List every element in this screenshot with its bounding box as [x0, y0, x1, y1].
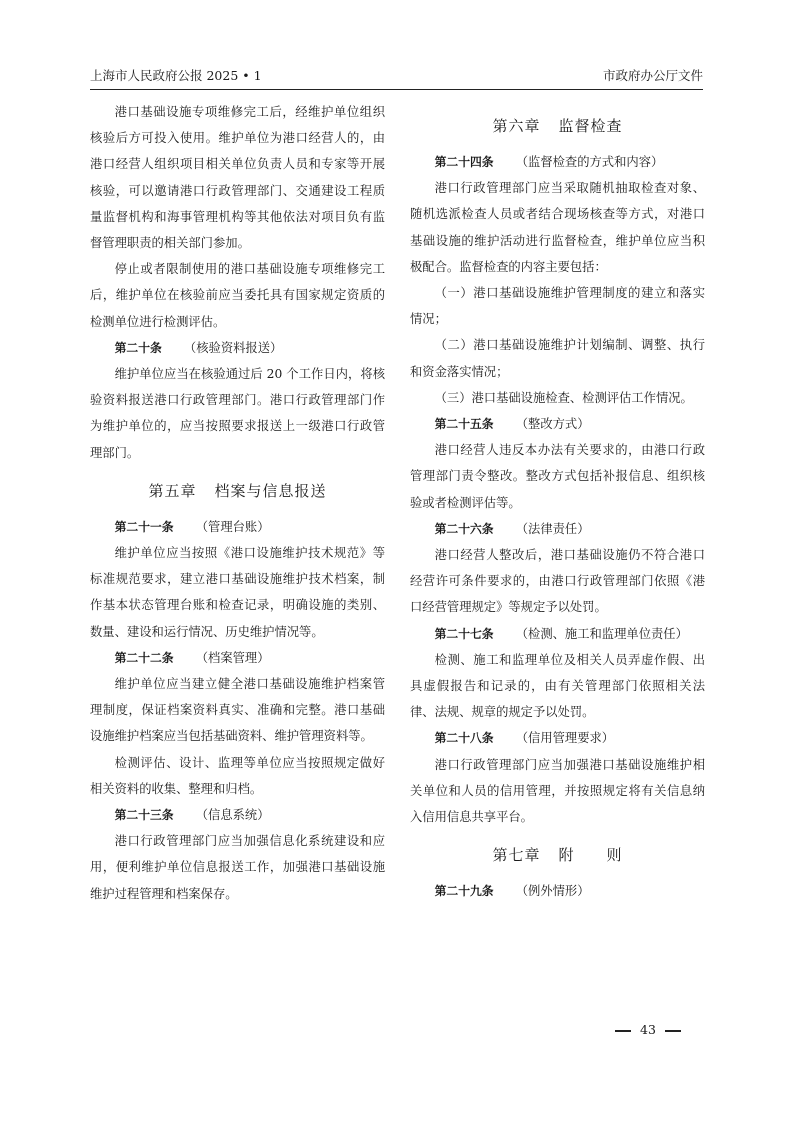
article-number: 第二十条	[114, 340, 162, 355]
paragraph: 维护单位应当建立健全港口基础设施维护档案管理制度，保证档案资料真实、准确和完整。港口基础设施维护档案应当包括基础资料、维护管理资料等。	[90, 677, 385, 744]
publication-title: 上海市人民政府公报 2025 • 1	[90, 68, 262, 83]
article-title: （档案管理）	[195, 650, 270, 665]
paragraph: 港口行政管理部门应当加强港口基础设施维护相关单位和人员的信用管理，并按照规定将有关信息纳入信用信息共享平台。	[410, 757, 705, 825]
paragraph: 检测、施工和监理单位及相关人员弄虚作假、出具虚假报告和记录的，由有关管理部门依照相关法律、法规、规章的规定予以处罚。	[410, 652, 705, 720]
paragraph: 停止或者限制使用的港口基础设施专项维修完工后，维护单位在核验前应当委托具有国家规定资质的检测单位进行检测评估。	[90, 262, 385, 329]
article-number: 第二十七条	[434, 626, 494, 641]
header-rule	[90, 89, 703, 90]
article-title: （法律责任）	[515, 521, 590, 536]
article-number: 第二十四条	[434, 155, 494, 169]
list-item: （二）港口基础设施维护计划编制、调整、执行和资金落实情况；	[410, 338, 705, 379]
chapter-title: 监督检查	[558, 117, 623, 135]
article-heading	[410, 149, 705, 175]
paragraph: 港口基础设施专项维修完工后，经维护单位组织核验后方可投入使用。维护单位为港口经营人的，由港口经营人组织项目相关单位负责人员和专家等开展核验，可以邀请港口行政管理部门、交通建设工程质量监督机构和海事管理机构等其他依法对项目负有监督管理职责的相关部门参加。	[90, 105, 385, 251]
chapter-number: 第五章	[148, 481, 197, 500]
chapter-title: 档案与信息报送	[214, 481, 327, 500]
chapter-heading	[410, 113, 705, 139]
article-title: （管理台账）	[195, 519, 270, 534]
article-number: 第二十三条	[114, 808, 174, 823]
page-footer	[615, 1020, 705, 1040]
article-heading	[90, 335, 385, 361]
dash-right	[665, 1030, 681, 1032]
paragraph: 维护单位应当在核验通过后 20 个工作日内，将核验资料报送港口行政管理部门。港口行政管理部门作为维护单位的，应当按照要求报送上一级港口行政管理部门。	[90, 367, 385, 460]
chapter-number: 第六章	[492, 117, 541, 135]
chapter-title: 附 则	[558, 846, 623, 865]
paragraph: 检测评估、设计、监理等单位应当按照规定做好相关资料的收集、整理和归档。	[90, 755, 385, 796]
article-heading	[90, 514, 385, 540]
article-heading	[410, 725, 705, 751]
article-number: 第二十六条	[434, 521, 494, 536]
article-heading	[410, 516, 705, 542]
chapter-heading	[410, 842, 705, 868]
article-number: 第二十八条	[434, 731, 494, 746]
chapter-number: 第七章	[492, 846, 541, 865]
right-column	[410, 99, 705, 904]
article-number: 第二十一条	[114, 519, 174, 534]
list-item: （三）港口基础设施检查、检测评估工作情况。	[434, 390, 693, 405]
article-heading	[90, 645, 385, 671]
article-heading	[410, 411, 705, 437]
article-heading	[410, 621, 705, 647]
chapter-heading	[90, 478, 385, 504]
paragraph: 港口行政管理部门应当加强信息化系统建设和应用，便利维护单位信息报送工作，加强港口基础设施维护过程管理和档案保存。	[90, 834, 385, 901]
article-title: （整改方式）	[515, 417, 590, 432]
article-number: 第二十二条	[114, 650, 174, 665]
list-item: （一）港口基础设施维护管理制度的建立和落实情况；	[410, 286, 705, 327]
article-number: 第二十五条	[434, 417, 494, 432]
paragraph: 港口经营人违反本办法有关要求的，由港口行政管理部门责令整改。整改方式包括补报信息、组织核验或者检测评估等。	[410, 443, 705, 510]
document-category: 市政府办公厅文件	[602, 68, 703, 83]
dash-left	[615, 1030, 631, 1032]
article-title: （检测、施工和监理单位责任）	[515, 626, 688, 641]
left-column	[90, 99, 385, 907]
article-number: 第二十九条	[434, 884, 494, 899]
article-title: （信用管理要求）	[515, 731, 615, 746]
paragraph: 港口经营人整改后，港口基础设施仍不符合港口经营许可条件要求的，由港口行政管理部门依照《港口经营管理规定》等规定予以处罚。	[410, 548, 705, 615]
page-number: 43	[640, 1022, 656, 1037]
article-heading	[90, 802, 385, 828]
running-header	[90, 66, 703, 86]
article-heading	[410, 878, 705, 904]
paragraph: 港口行政管理部门应当采取随机抽取检查对象、随机选派检查人员或者结合现场核查等方式，对港口基础设施的维护活动进行监督检查，维护单位应当积极配合。监督检查的内容主要包括：	[410, 181, 705, 274]
article-title: （信息系统）	[195, 808, 270, 823]
article-title: （例外情形）	[515, 884, 590, 899]
article-title: （核验资料报送）	[183, 340, 283, 355]
article-title: （监督检查的方式和内容）	[515, 155, 664, 169]
paragraph: 维护单位应当按照《港口设施维护技术规范》等标准规范要求，建立港口基础设施维护技术档案，制作基本状态管理台账和检查记录，明确设施的类别、数量、建设和运行情况、历史维护情况等。	[90, 546, 385, 639]
